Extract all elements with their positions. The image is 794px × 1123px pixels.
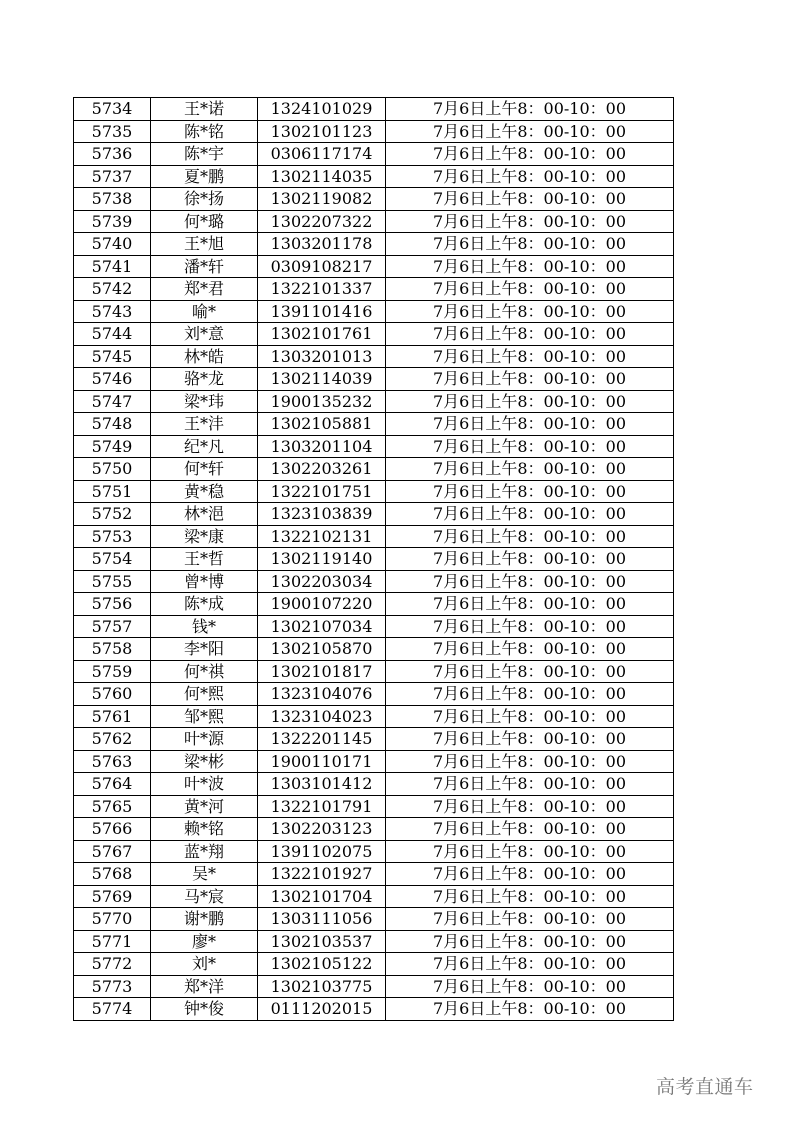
- student-name-cell: 钟*俊: [151, 998, 258, 1021]
- exam-time-cell: 7月6日上午8：00-10：00: [386, 345, 674, 368]
- exam-number-cell: 1391101416: [258, 300, 386, 323]
- table-row: [74, 908, 674, 931]
- table-row: [74, 930, 674, 953]
- exam-time-cell: 7月6日上午8：00-10：00: [386, 908, 674, 931]
- table-row: [74, 233, 674, 256]
- exam-number-cell: 1303201013: [258, 345, 386, 368]
- student-name-cell: 王*诺: [151, 98, 258, 121]
- table-row: [74, 278, 674, 301]
- exam-number-cell: 1900135232: [258, 390, 386, 413]
- seq-number-cell: 5772: [74, 953, 151, 976]
- exam-time-cell: 7月6日上午8：00-10：00: [386, 278, 674, 301]
- seq-number-cell: 5761: [74, 705, 151, 728]
- table-row: [74, 390, 674, 413]
- exam-time-cell: 7月6日上午8：00-10：00: [386, 233, 674, 256]
- seq-number-cell: 5737: [74, 165, 151, 188]
- exam-time-cell: 7月6日上午8：00-10：00: [386, 435, 674, 458]
- exam-number-cell: 1322101791: [258, 795, 386, 818]
- seq-number-cell: 5743: [74, 300, 151, 323]
- exam-number-cell: 1302105870: [258, 638, 386, 661]
- student-name-cell: 何*祺: [151, 660, 258, 683]
- student-name-cell: 王*沣: [151, 413, 258, 436]
- exam-time-cell: 7月6日上午8：00-10：00: [386, 323, 674, 346]
- exam-number-cell: 1322101927: [258, 863, 386, 886]
- seq-number-cell: 5750: [74, 458, 151, 481]
- exam-time-cell: 7月6日上午8：00-10：00: [386, 593, 674, 616]
- student-name-cell: 邹*熙: [151, 705, 258, 728]
- student-name-cell: 林*浥: [151, 503, 258, 526]
- table-row: [74, 458, 674, 481]
- exam-time-cell: 7月6日上午8：00-10：00: [386, 480, 674, 503]
- exam-time-cell: 7月6日上午8：00-10：00: [386, 998, 674, 1021]
- table-row: [74, 98, 674, 121]
- table-row: [74, 998, 674, 1021]
- exam-number-cell: 1302119082: [258, 188, 386, 211]
- exam-time-cell: 7月6日上午8：00-10：00: [386, 705, 674, 728]
- seq-number-cell: 5747: [74, 390, 151, 413]
- exam-time-cell: 7月6日上午8：00-10：00: [386, 368, 674, 391]
- seq-number-cell: 5739: [74, 210, 151, 233]
- exam-number-cell: 1302119140: [258, 548, 386, 571]
- student-name-cell: 骆*龙: [151, 368, 258, 391]
- exam-time-cell: 7月6日上午8：00-10：00: [386, 683, 674, 706]
- seq-number-cell: 5751: [74, 480, 151, 503]
- exam-number-cell: 1323104076: [258, 683, 386, 706]
- seq-number-cell: 5765: [74, 795, 151, 818]
- exam-number-cell: 1303101412: [258, 773, 386, 796]
- table-row: [74, 120, 674, 143]
- seq-number-cell: 5760: [74, 683, 151, 706]
- student-name-cell: 叶*波: [151, 773, 258, 796]
- seq-number-cell: 5773: [74, 975, 151, 998]
- table-row: [74, 300, 674, 323]
- table-row: [74, 503, 674, 526]
- table-row: [74, 795, 674, 818]
- table-row: [74, 660, 674, 683]
- table-row: [74, 480, 674, 503]
- student-name-cell: 王*哲: [151, 548, 258, 571]
- table-row: [74, 255, 674, 278]
- table-row: [74, 188, 674, 211]
- student-name-cell: 林*皓: [151, 345, 258, 368]
- exam-time-cell: 7月6日上午8：00-10：00: [386, 840, 674, 863]
- table-row: [74, 570, 674, 593]
- exam-number-cell: 1900107220: [258, 593, 386, 616]
- exam-number-cell: 1302203123: [258, 818, 386, 841]
- watermark-text: 高考直通车: [656, 1076, 754, 1098]
- exam-time-cell: 7月6日上午8：00-10：00: [386, 975, 674, 998]
- student-name-cell: 郑*洋: [151, 975, 258, 998]
- exam-number-cell: 1302114039: [258, 368, 386, 391]
- seq-number-cell: 5771: [74, 930, 151, 953]
- exam-time-cell: 7月6日上午8：00-10：00: [386, 795, 674, 818]
- exam-number-cell: 1302203034: [258, 570, 386, 593]
- exam-time-cell: 7月6日上午8：00-10：00: [386, 548, 674, 571]
- student-name-cell: 梁*康: [151, 525, 258, 548]
- table-row: [74, 323, 674, 346]
- exam-number-cell: 1302101817: [258, 660, 386, 683]
- seq-number-cell: 5763: [74, 750, 151, 773]
- student-name-cell: 吴*: [151, 863, 258, 886]
- exam-time-cell: 7月6日上午8：00-10：00: [386, 390, 674, 413]
- seq-number-cell: 5741: [74, 255, 151, 278]
- table-row: [74, 525, 674, 548]
- exam-number-cell: 1324101029: [258, 98, 386, 121]
- exam-number-cell: 1302203261: [258, 458, 386, 481]
- student-name-cell: 郑*君: [151, 278, 258, 301]
- exam-number-cell: 0111202015: [258, 998, 386, 1021]
- table-row: [74, 750, 674, 773]
- exam-number-cell: 1302105881: [258, 413, 386, 436]
- student-name-cell: 陈*铭: [151, 120, 258, 143]
- seq-number-cell: 5749: [74, 435, 151, 458]
- exam-time-cell: 7月6日上午8：00-10：00: [386, 210, 674, 233]
- seq-number-cell: 5754: [74, 548, 151, 571]
- seq-number-cell: 5736: [74, 143, 151, 166]
- seq-number-cell: 5759: [74, 660, 151, 683]
- student-name-cell: 刘*意: [151, 323, 258, 346]
- exam-time-cell: 7月6日上午8：00-10：00: [386, 773, 674, 796]
- student-name-cell: 潘*轩: [151, 255, 258, 278]
- seq-number-cell: 5738: [74, 188, 151, 211]
- student-name-cell: 廖*: [151, 930, 258, 953]
- exam-number-cell: 1900110171: [258, 750, 386, 773]
- roster-table-body: [74, 98, 674, 1021]
- student-name-cell: 纪*凡: [151, 435, 258, 458]
- seq-number-cell: 5752: [74, 503, 151, 526]
- seq-number-cell: 5767: [74, 840, 151, 863]
- table-row: [74, 683, 674, 706]
- exam-number-cell: 1302114035: [258, 165, 386, 188]
- seq-number-cell: 5740: [74, 233, 151, 256]
- exam-number-cell: 1302105122: [258, 953, 386, 976]
- exam-time-cell: 7月6日上午8：00-10：00: [386, 885, 674, 908]
- table-row: [74, 975, 674, 998]
- exam-number-cell: 1303201104: [258, 435, 386, 458]
- student-name-cell: 陈*宇: [151, 143, 258, 166]
- table-row: [74, 840, 674, 863]
- exam-time-cell: 7月6日上午8：00-10：00: [386, 458, 674, 481]
- student-name-cell: 蓝*翔: [151, 840, 258, 863]
- table-row: [74, 548, 674, 571]
- exam-time-cell: 7月6日上午8：00-10：00: [386, 120, 674, 143]
- exam-number-cell: 1323104023: [258, 705, 386, 728]
- exam-time-cell: 7月6日上午8：00-10：00: [386, 638, 674, 661]
- student-name-cell: 钱*: [151, 615, 258, 638]
- student-name-cell: 何*轩: [151, 458, 258, 481]
- table-row: [74, 413, 674, 436]
- exam-number-cell: 0309108217: [258, 255, 386, 278]
- exam-time-cell: 7月6日上午8：00-10：00: [386, 615, 674, 638]
- exam-time-cell: 7月6日上午8：00-10：00: [386, 728, 674, 751]
- exam-time-cell: 7月6日上午8：00-10：00: [386, 818, 674, 841]
- seq-number-cell: 5735: [74, 120, 151, 143]
- seq-number-cell: 5746: [74, 368, 151, 391]
- exam-number-cell: 1302103775: [258, 975, 386, 998]
- exam-time-cell: 7月6日上午8：00-10：00: [386, 503, 674, 526]
- exam-time-cell: 7月6日上午8：00-10：00: [386, 570, 674, 593]
- seq-number-cell: 5755: [74, 570, 151, 593]
- exam-number-cell: 1302103537: [258, 930, 386, 953]
- exam-number-cell: 1322101751: [258, 480, 386, 503]
- exam-number-cell: 1303201178: [258, 233, 386, 256]
- exam-time-cell: 7月6日上午8：00-10：00: [386, 255, 674, 278]
- student-name-cell: 黄*河: [151, 795, 258, 818]
- table-row: [74, 638, 674, 661]
- seq-number-cell: 5756: [74, 593, 151, 616]
- student-name-cell: 赖*铭: [151, 818, 258, 841]
- student-name-cell: 刘*: [151, 953, 258, 976]
- student-name-cell: 徐*扬: [151, 188, 258, 211]
- table-row: [74, 165, 674, 188]
- seq-number-cell: 5769: [74, 885, 151, 908]
- roster-table: [73, 97, 674, 1021]
- table-row: [74, 885, 674, 908]
- exam-number-cell: 1322102131: [258, 525, 386, 548]
- student-name-cell: 曾*博: [151, 570, 258, 593]
- exam-number-cell: 1302101704: [258, 885, 386, 908]
- student-name-cell: 李*阳: [151, 638, 258, 661]
- table-row: [74, 593, 674, 616]
- seq-number-cell: 5757: [74, 615, 151, 638]
- seq-number-cell: 5753: [74, 525, 151, 548]
- exam-number-cell: 1302107034: [258, 615, 386, 638]
- exam-time-cell: 7月6日上午8：00-10：00: [386, 750, 674, 773]
- table-row: [74, 705, 674, 728]
- seq-number-cell: 5758: [74, 638, 151, 661]
- exam-time-cell: 7月6日上午8：00-10：00: [386, 165, 674, 188]
- exam-time-cell: 7月6日上午8：00-10：00: [386, 188, 674, 211]
- exam-number-cell: 1391102075: [258, 840, 386, 863]
- seq-number-cell: 5770: [74, 908, 151, 931]
- exam-time-cell: 7月6日上午8：00-10：00: [386, 143, 674, 166]
- seq-number-cell: 5768: [74, 863, 151, 886]
- exam-time-cell: 7月6日上午8：00-10：00: [386, 300, 674, 323]
- student-name-cell: 谢*鹏: [151, 908, 258, 931]
- exam-time-cell: 7月6日上午8：00-10：00: [386, 660, 674, 683]
- student-name-cell: 叶*源: [151, 728, 258, 751]
- seq-number-cell: 5766: [74, 818, 151, 841]
- table-row: [74, 368, 674, 391]
- seq-number-cell: 5748: [74, 413, 151, 436]
- exam-time-cell: 7月6日上午8：00-10：00: [386, 98, 674, 121]
- exam-time-cell: 7月6日上午8：00-10：00: [386, 930, 674, 953]
- exam-time-cell: 7月6日上午8：00-10：00: [386, 413, 674, 436]
- seq-number-cell: 5742: [74, 278, 151, 301]
- table-row: [74, 143, 674, 166]
- table-row: [74, 953, 674, 976]
- student-name-cell: 夏*鹏: [151, 165, 258, 188]
- table-row: [74, 345, 674, 368]
- table-row: [74, 728, 674, 751]
- seq-number-cell: 5744: [74, 323, 151, 346]
- student-name-cell: 陈*成: [151, 593, 258, 616]
- exam-number-cell: 1302207322: [258, 210, 386, 233]
- exam-number-cell: 1302101123: [258, 120, 386, 143]
- exam-number-cell: 1322201145: [258, 728, 386, 751]
- student-name-cell: 马*宸: [151, 885, 258, 908]
- exam-number-cell: 1303111056: [258, 908, 386, 931]
- student-name-cell: 黄*稳: [151, 480, 258, 503]
- student-name-cell: 何*璐: [151, 210, 258, 233]
- exam-number-cell: 1302101761: [258, 323, 386, 346]
- exam-number-cell: 0306117174: [258, 143, 386, 166]
- table-row: [74, 773, 674, 796]
- exam-time-cell: 7月6日上午8：00-10：00: [386, 863, 674, 886]
- seq-number-cell: 5745: [74, 345, 151, 368]
- table-row: [74, 863, 674, 886]
- student-name-cell: 王*旭: [151, 233, 258, 256]
- table-row: [74, 435, 674, 458]
- student-name-cell: 何*熙: [151, 683, 258, 706]
- table-row: [74, 818, 674, 841]
- student-name-cell: 梁*彬: [151, 750, 258, 773]
- exam-time-cell: 7月6日上午8：00-10：00: [386, 953, 674, 976]
- seq-number-cell: 5762: [74, 728, 151, 751]
- student-name-cell: 梁*玮: [151, 390, 258, 413]
- exam-number-cell: 1323103839: [258, 503, 386, 526]
- exam-time-cell: 7月6日上午8：00-10：00: [386, 525, 674, 548]
- table-row: [74, 615, 674, 638]
- exam-number-cell: 1322101337: [258, 278, 386, 301]
- seq-number-cell: 5764: [74, 773, 151, 796]
- seq-number-cell: 5734: [74, 98, 151, 121]
- table-row: [74, 210, 674, 233]
- student-name-cell: 喻*: [151, 300, 258, 323]
- seq-number-cell: 5774: [74, 998, 151, 1021]
